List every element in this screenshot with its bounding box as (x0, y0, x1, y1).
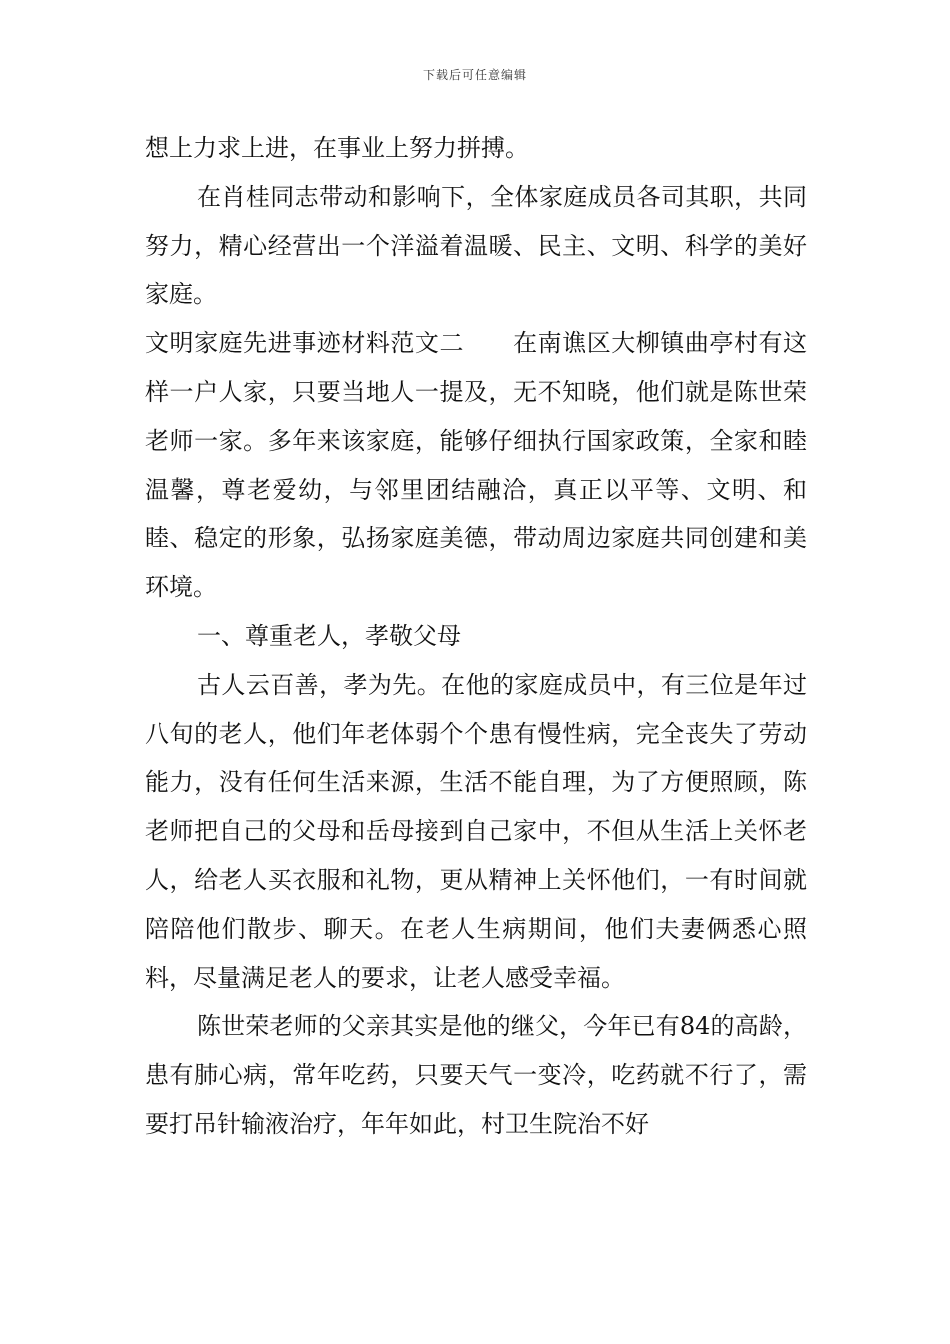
paragraph-6: 陈世荣老师的父亲其实是他的继父，今年已有84的高龄，患有肺心病，常年吃药，只要天气一变冷，吃药就不行了，需要打吊针输液治疗，年年如此，村卫生院治不好 (145, 1012, 807, 1138)
paragraph-5: 古人云百善，孝为先。在他的家庭成员中，有三位是年过八旬的老人，他们年老体弱个个患有慢性病，完全丧失了劳动能力，没有任何生活来源，生活不能自理，为了方便照顾，陈老师把自己的父母和岳母接到自己家中，不但从生活上关怀老人，给老人买衣服和礼物，更从精神上关怀他们，一有时间就陪陪他们散步、聊天。在老人生病期间，他们夫妻俩悉心照料，尽量满足老人的要求，让老人感受幸福。 (145, 670, 807, 992)
document-body (145, 124, 807, 1149)
section-heading-1: 一、尊重老人，孝敬父母 (197, 621, 461, 650)
paragraph-1: 想上力求上进，在事业上努力拼搏。 (145, 134, 529, 162)
page-header: 下载后可任意编辑 (422, 68, 527, 82)
paragraph-2: 在肖桂同志带动和影响下，全体家庭成员各司其职，共同努力，精心经营出一个洋溢着温暖、民主、文明、科学的美好家庭。 (145, 182, 807, 309)
paragraph-3-section-title: 文明家庭先进事迹材料范文二 在南谯区大柳镇曲亭村有这样一户人家，只要当地人一提及，无不知晓，他们就是陈世荣老师一家。多年来该家庭，能够仔细执行国家政策，全家和睦温馨，尊老爱幼，与邻里团结融洽，真正以平等、文明、和睦、稳定的形象，弘扬家庭美德，带动周边家庭共同创建和美环境。 (145, 329, 807, 602)
